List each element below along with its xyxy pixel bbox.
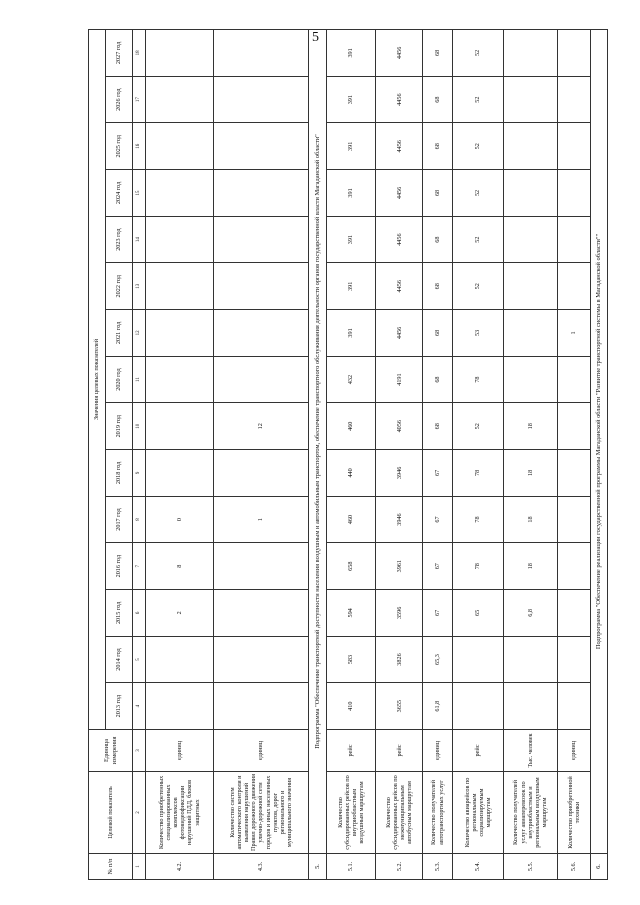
row-value: 3961 [375, 543, 422, 590]
column-number: 11 [133, 356, 146, 403]
row-value [213, 590, 309, 637]
row-value: 6,8 [504, 590, 557, 637]
row-value: 67 [423, 590, 452, 637]
column-number: 16 [133, 123, 146, 170]
column-number: 10 [133, 403, 146, 450]
row-num: 5.6. [557, 854, 590, 880]
row-value [146, 310, 214, 357]
row-value [557, 636, 590, 683]
row-value: 68 [423, 170, 452, 217]
row-value [504, 683, 557, 730]
row-value [213, 216, 309, 263]
row-value: 65,3 [423, 636, 452, 683]
table-row [452, 29, 503, 879]
row-value: 68 [423, 123, 452, 170]
row-value: 4456 [375, 29, 422, 76]
row-value: 391 [326, 263, 375, 310]
row-value: 432 [326, 356, 375, 403]
row-value [504, 263, 557, 310]
row-value: 1 [557, 310, 590, 357]
table-row [326, 29, 375, 879]
header-year: 2017 год [106, 496, 133, 543]
row-value: 67 [423, 496, 452, 543]
table-row [504, 29, 557, 879]
row-value [146, 636, 214, 683]
row-value: 68 [423, 216, 452, 263]
row-unit: Тыс. человек [504, 730, 557, 772]
row-value [557, 590, 590, 637]
header-year: 2013 год [106, 683, 133, 730]
row-unit: рейс [375, 730, 422, 772]
subprogram-num: 6. [590, 854, 607, 880]
row-value: 391 [326, 310, 375, 357]
row-value: 460 [326, 496, 375, 543]
row-value [146, 216, 214, 263]
row-value [213, 310, 309, 357]
header-year: 2014 год [106, 636, 133, 683]
row-value: 391 [326, 170, 375, 217]
row-value [504, 123, 557, 170]
row-value [557, 123, 590, 170]
row-value [557, 263, 590, 310]
row-value [146, 263, 214, 310]
column-number: 15 [133, 170, 146, 217]
row-value: 391 [326, 76, 375, 123]
header-name: Целевой показатель [89, 772, 133, 854]
header-num: № п/п [89, 854, 133, 880]
row-value: 3596 [375, 590, 422, 637]
row-value: 52 [452, 170, 503, 217]
column-number: 5 [133, 636, 146, 683]
row-value: 583 [326, 636, 375, 683]
row-num: 5.5. [504, 854, 557, 880]
row-value: 460 [326, 403, 375, 450]
row-value: 3826 [375, 636, 422, 683]
row-value [213, 356, 309, 403]
row-value: 12 [213, 403, 309, 450]
header-year: 2027 год [106, 29, 133, 76]
row-value [146, 356, 214, 403]
row-indicator-name: Количество субсидированных рейсов по внутриобластным воздушным маршрутам [326, 772, 375, 854]
row-value [557, 216, 590, 263]
row-value: 68 [423, 29, 452, 76]
row-value: 440 [326, 450, 375, 497]
row-value: 68 [423, 403, 452, 450]
row-value: 68 [423, 76, 452, 123]
row-value [213, 76, 309, 123]
row-num: 5.2. [375, 854, 422, 880]
column-number: 9 [133, 450, 146, 497]
row-value [146, 123, 214, 170]
row-value [452, 683, 503, 730]
row-value: 67 [423, 543, 452, 590]
row-value: 18 [504, 450, 557, 497]
row-value [557, 170, 590, 217]
column-number: 6 [133, 590, 146, 637]
column-number: 2 [133, 772, 146, 854]
row-value: 3946 [375, 450, 422, 497]
table-row [423, 29, 452, 879]
row-value [146, 683, 214, 730]
row-value: 391 [326, 123, 375, 170]
row-value: 4056 [375, 403, 422, 450]
header-year: 2015 год [106, 590, 133, 637]
header-year: 2024 год [106, 170, 133, 217]
row-unit: единиц [146, 730, 214, 772]
row-value [557, 29, 590, 76]
row-value: 391 [326, 216, 375, 263]
row-value [146, 29, 214, 76]
column-number: 1 [133, 854, 146, 880]
row-value [213, 170, 309, 217]
row-value [557, 496, 590, 543]
row-value: 53 [452, 310, 503, 357]
row-unit: рейс [452, 730, 503, 772]
column-numbers-row [133, 29, 146, 879]
subprogram-title: Подпрограмма "Обеспечение реализации государственной программы Магаданской области "Развитие транспортной системы в Магаданской области"" [590, 29, 607, 853]
header-year: 2019 год [106, 403, 133, 450]
target-indicators-table [88, 29, 608, 880]
row-num: 5.1. [326, 854, 375, 880]
header-year: 2026 год [106, 76, 133, 123]
table-header-row [89, 29, 106, 879]
column-number: 3 [133, 730, 146, 772]
row-value: 4456 [375, 170, 422, 217]
subprogram-row [309, 29, 326, 879]
row-value: 52 [452, 403, 503, 450]
header-year: 2025 год [106, 123, 133, 170]
row-indicator-name: Количество систем автоматического контроля и выявления нарушений Правил дорожного движения улично-дорожной сети городов и иных населенных пунктов, дорог регионального и муниципального значения [213, 772, 309, 854]
row-value: 65 [452, 590, 503, 637]
header-unit: Единица измерения [89, 730, 133, 772]
row-num: 4.2. [146, 854, 214, 880]
row-value [557, 76, 590, 123]
row-value: 18 [504, 403, 557, 450]
table-row [213, 29, 309, 879]
row-indicator-name: Количество получателей услуг авиаперевозок по внутриобластным и региональным воздушным маршрутам [504, 772, 557, 854]
row-value: 78 [452, 543, 503, 590]
table-body [146, 29, 608, 879]
row-value [557, 356, 590, 403]
row-value [213, 123, 309, 170]
row-indicator-name: Количество субсидированных рейсов по межмуниципальным автобусным маршрутам [375, 772, 422, 854]
header-year: 2022 год [106, 263, 133, 310]
header-values: Значения целевых показателей [89, 29, 106, 729]
row-value: 52 [452, 216, 503, 263]
row-value: 4191 [375, 356, 422, 403]
row-value: 61,8 [423, 683, 452, 730]
row-value [146, 170, 214, 217]
row-value: 3655 [375, 683, 422, 730]
row-value: 78 [452, 356, 503, 403]
row-value [504, 636, 557, 683]
row-value: 8 [146, 543, 214, 590]
row-value [213, 263, 309, 310]
page-number: 5 [312, 30, 319, 45]
row-unit: единиц [557, 730, 590, 772]
row-value: 68 [423, 263, 452, 310]
row-value: 78 [452, 496, 503, 543]
row-num: 5.4. [452, 854, 503, 880]
row-value: 18 [504, 496, 557, 543]
row-value: 2 [146, 590, 214, 637]
row-value: 52 [452, 76, 503, 123]
column-number: 18 [133, 29, 146, 76]
row-value [213, 29, 309, 76]
rotated-table-frame [88, 30, 608, 880]
row-value [146, 450, 214, 497]
column-number: 13 [133, 263, 146, 310]
row-value [504, 310, 557, 357]
row-value [557, 403, 590, 450]
row-value: 4456 [375, 216, 422, 263]
row-value: 4456 [375, 263, 422, 310]
column-number: 8 [133, 496, 146, 543]
row-value [213, 683, 309, 730]
row-value [452, 636, 503, 683]
row-unit: рейс [326, 730, 375, 772]
row-value: 4456 [375, 76, 422, 123]
row-value: 3946 [375, 496, 422, 543]
row-value [557, 683, 590, 730]
rotated-table-container [88, 30, 608, 880]
table-row [146, 29, 214, 879]
row-value: 4456 [375, 310, 422, 357]
row-value: 658 [326, 543, 375, 590]
column-number: 12 [133, 310, 146, 357]
column-number: 7 [133, 543, 146, 590]
row-value: 0 [146, 496, 214, 543]
row-value: 52 [452, 263, 503, 310]
row-indicator-name: Количество приобретенной техники [557, 772, 590, 854]
table-row [557, 29, 590, 879]
row-num: 4.3. [213, 854, 309, 880]
row-value: 78 [452, 450, 503, 497]
row-value: 391 [326, 29, 375, 76]
row-value: 52 [452, 29, 503, 76]
row-value: 68 [423, 356, 452, 403]
row-value: 18 [504, 543, 557, 590]
header-year: 2021 год [106, 310, 133, 357]
row-value: 4456 [375, 123, 422, 170]
row-value [146, 403, 214, 450]
subprogram-num: 5. [309, 854, 326, 880]
row-value: 68 [423, 310, 452, 357]
header-year: 2016 год [106, 543, 133, 590]
row-indicator-name: Количество авиарейсов по региональным социализируемым маршрутам [452, 772, 503, 854]
column-number: 4 [133, 683, 146, 730]
row-value [213, 450, 309, 497]
header-year: 2020 год [106, 356, 133, 403]
row-value [504, 216, 557, 263]
header-year: 2018 год [106, 450, 133, 497]
row-unit: единиц [213, 730, 309, 772]
row-value: 594 [326, 590, 375, 637]
row-value [557, 450, 590, 497]
row-value [504, 76, 557, 123]
header-year: 2023 год [106, 216, 133, 263]
subprogram-row [590, 29, 607, 879]
row-value [146, 76, 214, 123]
subprogram-title: Подпрограмма "Обеспечение транспортной доступности населения воздушным и автомобильным транспортом, обеспечение транспортного обслуживания деятельности органов государственной власти Магаданской области" [309, 29, 326, 853]
row-num: 5.3. [423, 854, 452, 880]
table-row [375, 29, 422, 879]
row-value [504, 170, 557, 217]
row-value: 410 [326, 683, 375, 730]
row-value [504, 356, 557, 403]
row-value [213, 543, 309, 590]
row-value [557, 543, 590, 590]
row-value: 67 [423, 450, 452, 497]
row-unit: единиц [423, 730, 452, 772]
row-value [504, 29, 557, 76]
row-indicator-name: Количество приобретенных специализированных комплексов фотовидеофиксации нарушений ПДД, блоков защитных [146, 772, 214, 854]
column-number: 17 [133, 76, 146, 123]
row-value: 52 [452, 123, 503, 170]
row-value [213, 636, 309, 683]
row-indicator-name: Количество получателей автотранспортных услуг [423, 772, 452, 854]
column-number: 14 [133, 216, 146, 263]
row-value: 1 [213, 496, 309, 543]
